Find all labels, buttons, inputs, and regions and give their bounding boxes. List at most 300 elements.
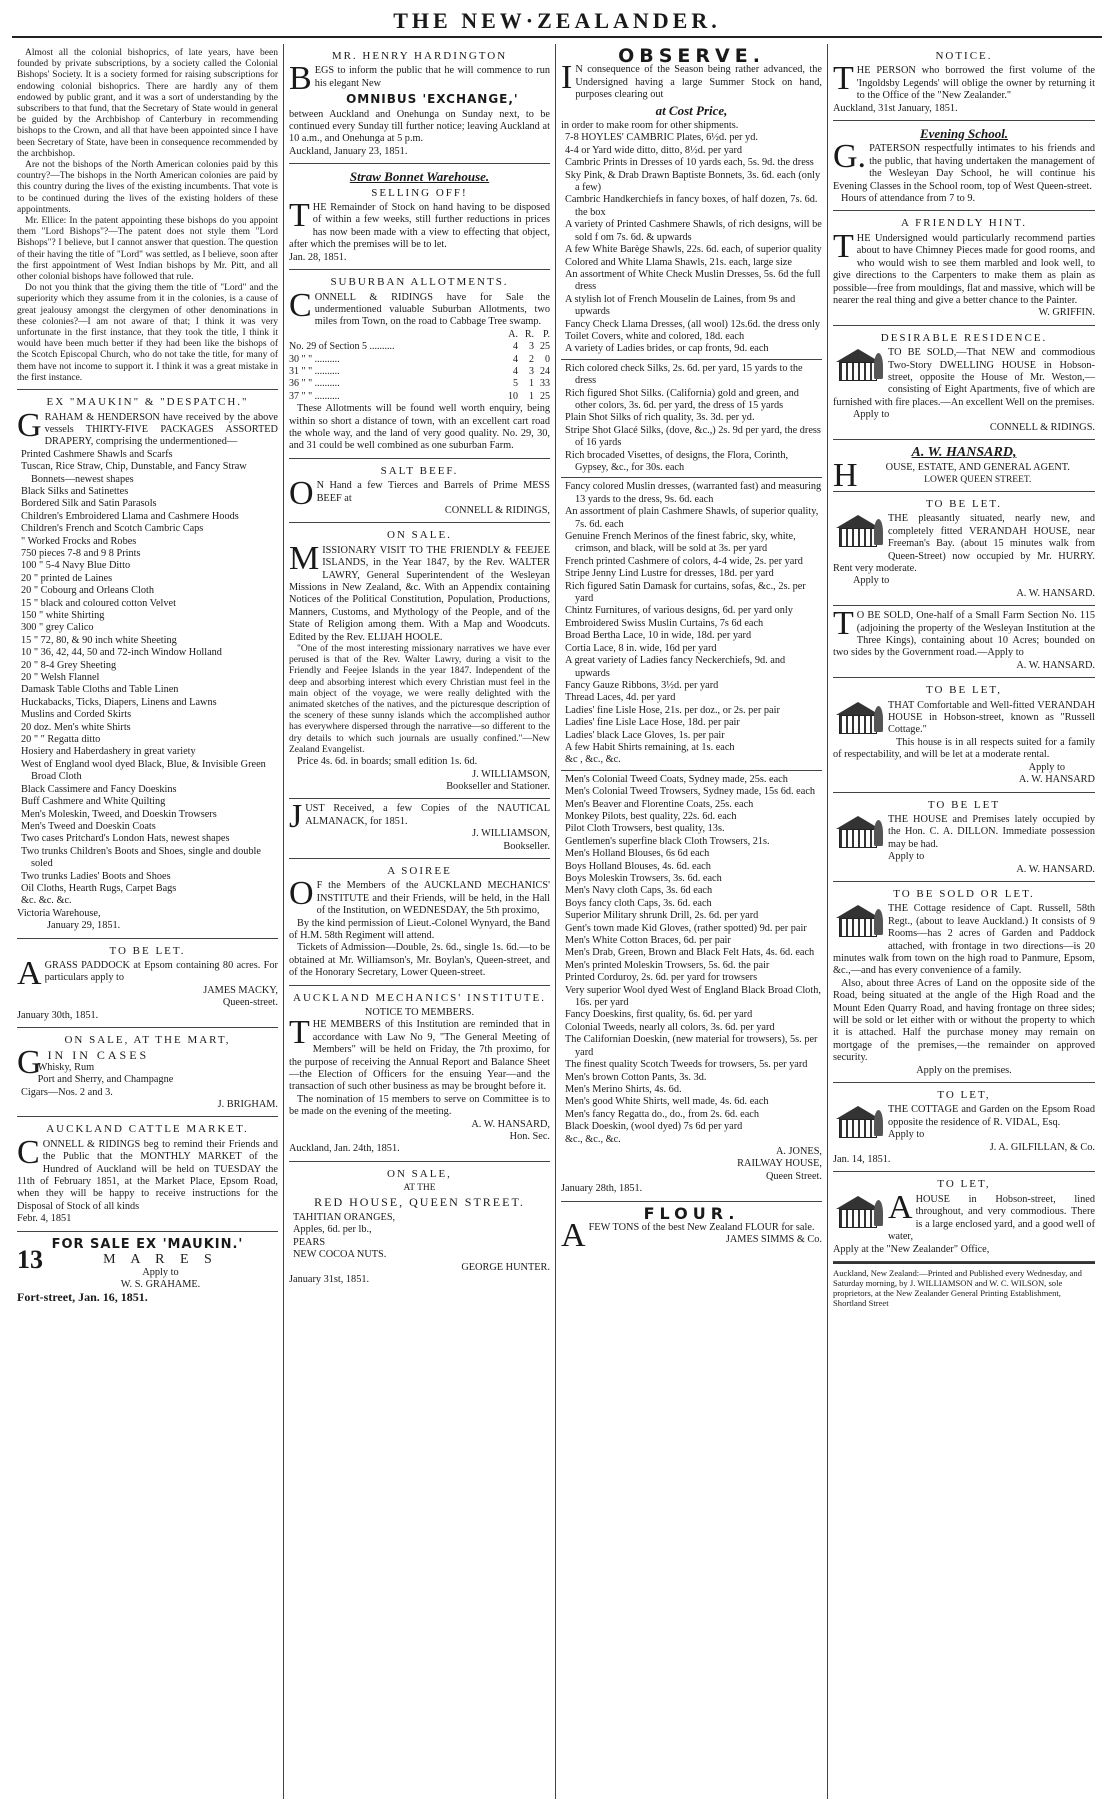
list-item: Tuscan, Rice Straw, Chip, Dunstable, and Fancy Straw Bonnets—newest shapes [21, 461, 247, 485]
suburban-allotments-ad [289, 270, 550, 459]
ad-body: This house is in all respects suited for a family of respectability, and will be let at a moderate rental. [833, 736, 1095, 761]
list-item: " Worked Frocks and Robes [21, 535, 137, 547]
ad-body: The nomination of 15 members to serve on Committee is to be made on the evening of the meeting. [289, 1093, 550, 1118]
ad-body: THE Undersigned would particularly recommend parties about to have Chimney Pieces made for good rooms, and who would wish to see them marbled and look well, to give directions to the Carpenters to make them as plain as possible—free from mouldings, flat and massive, which will be nearer the real thing and give a better chance to the Painter. [833, 227, 1095, 306]
list-item: Children's French and Scotch Cambric Caps [21, 523, 204, 535]
list-item: Damask Table Cloths and Table Linen [21, 684, 179, 696]
house-icon [833, 1106, 883, 1140]
goods-list-1 [561, 132, 822, 355]
ad-body: THE COTTAGE and Garden on the Epsom Road opposite the residence of R. VIDAL, Esq. [888, 1104, 1095, 1128]
table-cell: 25 [540, 390, 550, 402]
list-item: Hosiery and Haberdashery in great variety [21, 746, 196, 758]
list-item: Ladies' fine Lisle Hose, 21s. per doz., or 2s. per pair [565, 704, 780, 716]
ad-heading: TO BE LET [927, 798, 1001, 811]
ad-date: January 31st, 1851. [289, 1273, 370, 1285]
list-item: An assortment of plain Cashmere Shawls, of superior quality, 7s. 6d. each [565, 506, 819, 530]
ad-signature: J. WILLIAMSON, [472, 828, 550, 840]
list-item: Men's fancy Regatta do., do., from 2s. 6d. each [565, 1108, 760, 1120]
ad-heading: NOTICE. [935, 50, 993, 62]
ad-body: CONNELL & RIDINGS beg to remind their Friends and the Public that the MONTHLY MARKET of the Hundred of Auckland will be held on TUESDAY the 11th of February 1851, at the Market Place, Epsom Road, when they will be happy to receive instructions for the Disposal of Stock of all kinds [17, 1133, 278, 1212]
list-item: 20 " " Regatta ditto [21, 734, 101, 746]
list-item: Stripe Jenny Lind Lustre for dresses, 18d. per yard [565, 568, 774, 580]
list-item: NEW COCOA NUTS. [293, 1249, 387, 1261]
drapery-list [17, 449, 278, 908]
list-item: 100 " 5-4 Navy Blue Ditto [21, 560, 131, 572]
ad-body: TO BE SOLD,—That NEW and commodious Two-Story DWELLING HOUSE in Hobson-street, opposite the House of Mr. Weston,—consisting of Eight Apartments, five of which are furnished with fire places.—An excellent Well on the premises. [833, 347, 1095, 408]
ad-heading: FLOUR. [643, 1203, 740, 1223]
omnibus-title: OMNIBUS 'EXCHANGE,' [346, 92, 519, 107]
list-item: &c., &c., &c. [565, 1133, 621, 1145]
ad-apply: Apply at the "New Zealander" Office, [833, 1243, 990, 1255]
list-item: Cigars—Nos. 2 and 3. [21, 1086, 113, 1098]
table-cell: 4 [513, 341, 518, 353]
ad-heading: ON SALE, [387, 1167, 452, 1180]
ad-signature: JAMES SIMMS & Co. [725, 1234, 822, 1246]
table-row [289, 391, 550, 403]
list-item: Colored and White Llama Shawls, 21s. each, large size [565, 256, 792, 268]
hobson-house-ad [833, 1172, 1095, 1261]
list-item: Children's Embroidered Llama and Cashmere Hoods [21, 510, 239, 522]
ad-heading: DESIRABLE RESIDENCE. [880, 331, 1048, 344]
russell-cottage-ad [833, 678, 1095, 792]
ad-heading: OBSERVE. [618, 45, 765, 67]
list-item: Port and Sherry, and Champagne [37, 1074, 174, 1086]
list-item: Embroidered Swiss Muslin Curtains, 7s 6d each [565, 617, 764, 629]
list-item: Boys Holland Blouses, 4s. 6d. each [565, 860, 711, 872]
ad-heading: Straw Bonnet Warehouse. [349, 169, 490, 185]
list-item: Men's White Cotton Braces, 6d. per pair [565, 935, 731, 947]
maukin-drapery-ad [17, 390, 278, 938]
list-item: 20 " Welsh Flannel [21, 672, 100, 684]
divider [561, 770, 822, 771]
ad-address: Queen Street. [765, 1170, 822, 1182]
ad-date: January 29, 1851. [47, 920, 121, 932]
ad-signature: A. W. HANSARD. [1016, 587, 1095, 599]
list-item: A variety of Printed Cashmere Shawls, of rich designs, will be sold f om 7s. 6d. & upwards [565, 219, 822, 243]
ad-heading: FOR SALE EX 'MAUKIN.' [51, 1236, 244, 1252]
ad-date: January 28th, 1851. [561, 1183, 643, 1195]
list-item: 7-8 HOYLES' CAMBRIC Plates, 6½d. per yd. [565, 132, 758, 144]
list-item: Whisky, Rum [37, 1061, 95, 1073]
ad-signature: JAMES MACKY, [203, 984, 278, 996]
list-item: Genuine French Merinos of the finest fabric, sky, white, crimson, and black, will be sold at 3s. per yard [565, 531, 796, 555]
list-item: Men's Moleskin, Tweed, and Doeskin Trowsers [21, 808, 217, 820]
nautical-almanack-ad [289, 799, 550, 859]
ad-date: Febr. 4, 1851 [17, 1213, 72, 1225]
table-cell: 37 " " .......... [289, 390, 340, 402]
article-paragraph: Do not you think that the giving them the title of "Lord" and the superiority which they assume from it in the colonies, is a cause of great jealousy amongst the clergymen of other denominations in these colonies?—I am not aware of that; I think it was very unfortunate in the first instance, that they took the title, I think it would have been much better if they had been like the bishops of the Scotch Episcopal Church, who do not take the title, for many of them have not income to support it. I think it was a great mistake in the first instance. [17, 283, 278, 383]
ad-heading: TO LET, [937, 1178, 991, 1191]
list-item: A few White Barège Shawls, 22s. 6d. each, of superior quality [565, 244, 822, 256]
ad-heading: A SOIREE [387, 864, 452, 877]
table-row [289, 366, 550, 378]
list-item: Men's good White Shirts, well made, 4s. 6d. each [565, 1096, 769, 1108]
list-item: 4-4 or Yard wide ditto, ditto, 8½d. per yard [565, 144, 743, 156]
list-item: Fancy Gauze Ribbons, 3½d. per yard [565, 679, 719, 691]
ad-body: ON Hand a few Tierces and Barrels of Prime MESS BEEF at [289, 475, 550, 513]
column-2 [284, 44, 556, 1799]
list-item: Men's Colonial Tweed Coats, Sydney made, 25s. each [565, 773, 788, 785]
ad-body: By the kind permission of Lieut.-Colonel Wynyard, the Band of H.M. 58th Regiment will attend. [289, 917, 550, 941]
ad-body: THE MEMBERS of this Institution are reminded that in accordance with Law No 9, "The General Meeting of Members" will be held on Friday, the 7th proximo, for the purpose of receiving the Annual Report and Balance Sheet—the Election of Officers for the ensuing Year—and the transaction of such other business as may be brought before it. [289, 1014, 550, 1093]
list-item: Printed Corduroy, 2s. 6d. per yard for trowsers [565, 972, 758, 984]
table-cell: 25 [540, 341, 550, 353]
list-item: Men's Colonial Tweed Trowsers, Sydney made, 15s 6d. each [565, 786, 816, 798]
list-item: The Californian Doeskin, (new material for trowsers), 5s. per yard [565, 1034, 818, 1058]
hansard-agent-ad [833, 440, 1095, 495]
list-item: Ladies' fine Lisle Lace Hose, 18d. per pair [565, 717, 740, 729]
ad-body: GRAHAM & HENDERSON have received by the above vessels THIRTY-FIVE PACKAGES ASSORTED DRAPERY, comprising the undermentioned— [17, 406, 278, 448]
list-item: Fancy Doeskins, first quality, 6s. 6d. per yard [565, 1009, 753, 1021]
ad-signature: W. GRIFFIN. [1038, 307, 1095, 319]
ad-body: THE pleasantly situated, nearly new, and completely fitted VERANDAH HOUSE, near Freeman's Bay. (about 15 minutes walk from Queen-Street) now occupied by Mr. HURRY. Rent very moderate. [833, 513, 1095, 575]
list-item: An assortment of White Check Muslin Dresses, 5s. 6d the full dress [565, 268, 821, 293]
table-row [289, 341, 550, 353]
list-item: Men's printed Moleskin Trowsers, 5s. 6d. the pair [565, 959, 770, 971]
ad-place: Victoria Warehouse, [17, 907, 101, 919]
ad-heading: SALT BEEF. [380, 464, 459, 477]
friendly-hint-ad [833, 211, 1095, 325]
red-house-list [289, 1212, 550, 1262]
table-cell: 0 [545, 353, 550, 365]
list-item: Bordered Silk and Satin Parasols [21, 498, 157, 510]
ad-heading: TO BE SOLD OR LET. [893, 887, 1035, 900]
goods-list-2 [561, 363, 822, 475]
ad-subheading: GIN IN CASES [17, 1044, 150, 1082]
ad-heading: Evening School. [919, 126, 1009, 142]
ad-body: THE PERSON who borrowed the first volume of the 'Ingoldsby Legends' will oblige the owner by returning it to the Office of the "New Zealander." [833, 60, 1095, 102]
ad-apply: Apply to [888, 1129, 925, 1141]
list-item: 750 pieces 7-8 and 9 8 Prints [21, 547, 141, 559]
list-item: The finest quality Scotch Tweeds for trowsers, 5s. per yard [565, 1059, 808, 1071]
table-cell: 24 [540, 365, 550, 377]
ad-signature: J. A. GILFILLAN, & Co. [989, 1141, 1095, 1153]
ad-signature-title: Hon. Sec. [509, 1131, 550, 1143]
ad-signature: GEORGE HUNTER. [461, 1261, 550, 1273]
list-item: Black Doeskin, (wool dyed) 7s 6d per yard [565, 1121, 743, 1133]
list-item: &c , &c., &c. [565, 754, 621, 766]
flour-ad [561, 1202, 822, 1252]
salt-beef-ad [289, 459, 550, 524]
list-item: 15 " black and coloured cotton Velvet [21, 597, 176, 609]
list-item: A stylish lot of French Mouselin de Laines, from 9s and upwards [565, 293, 796, 318]
ad-apply: Apply to [1028, 761, 1065, 773]
ad-body: OF the Members of the AUCKLAND MECHANICS' INSTITUTE and their Friends, will be held, in the Hall of the Institution, on WEDNESDAY, the 5th proximo, [289, 875, 550, 917]
list-item: Men's Navy cloth Caps, 3s. 6d each [565, 885, 713, 897]
list-item: Apples, 6d. per lb., [293, 1224, 372, 1236]
ad-body: Also, about three Acres of Land on the opposite side of the Road, being situated at the angle of the High Road and the Mount Eden Quarry Road, and having frontage on three sides; will be sold or let either with or without the property to which it is attached. Half the purchase money may remain on mortgage of the premises,—the remainder on approved security. [833, 977, 1095, 1064]
ad-address: LOWER QUEEN STREET. [924, 474, 1032, 485]
list-item: A variety of Ladies brides, or cap fronts, 9d. each [565, 343, 769, 355]
table-cell: 1 [529, 390, 534, 402]
goods-list-3 [561, 481, 822, 766]
list-item: Two cases Pritchard's London Hats, newest shapes [21, 833, 230, 845]
soiree-ad [289, 859, 550, 986]
list-item: 20 " Cobourg and Orleans Cloth [21, 585, 154, 597]
ad-signature: A. W. HANSARD, [471, 1118, 550, 1130]
mart-list [17, 1062, 278, 1099]
ad-body: THE HOUSE and Premises lately occupied by the Hon. C. A. DILLON. Immediate possession may be had. [888, 813, 1095, 850]
list-item: Plain Shot Silks of rich quality, 3s. 3d. per yd. [565, 412, 755, 424]
ad-heading: ON SALE. [387, 529, 452, 542]
column-4 [828, 44, 1100, 1799]
ad-signature: A. W. HANSARD. [1016, 659, 1095, 671]
ad-body: AHOUSE in Hobson-street, lined throughout, and very commodious. There is a large enclosed yard, and a good well of water, [888, 1188, 1095, 1243]
ad-heading: AUCKLAND MECHANICS' INSTITUTE. [293, 991, 546, 1004]
list-item: Fancy colored Muslin dresses, (warranted fast) and measuring 13 yards to the dress, 9s. 6d. each [565, 481, 822, 505]
table-row [289, 354, 550, 366]
red-house-ad [289, 1162, 550, 1291]
list-item: Rich brocaded Visettes, of designs, the Flora, Corinth, Gypsey, &c., for 30s. each [565, 449, 789, 473]
ad-heading: SUBURBAN ALLOTMENTS. [330, 276, 509, 289]
list-item: Broad Bertha Lace, 10 in wide, 18d. per yard [565, 630, 752, 642]
table-cell: 31 " " .......... [289, 365, 340, 377]
list-item: Boys fancy cloth Caps, 3s. 6d. each [565, 897, 712, 909]
table-cell: 4 [513, 365, 518, 377]
epsom-cottage-ad [833, 1083, 1095, 1172]
article-paragraph: Mr. Ellice: In the patent appointing these bishops do you appoint them "Lord Bishops"?—The patent does not style them "Lord Bishops"? I believe, but I cannot answer that question. The question of their having the title of "Lord" was settled, as I believe, soon after the first appointment of West Indian bishops by Mr. Pitt, and all other colonial bishops have followed that rule. [17, 216, 278, 283]
ad-heading: MR. HENRY HARDINGTON [331, 50, 508, 62]
ad-body: THAT Comfortable and Well-fitted VERANDAH HOUSE in Hobson-street, known as "Russell Cottage." [888, 699, 1095, 736]
ad-subheading: AT THE [403, 1183, 436, 1194]
list-item: 20 doz. Men's white Shirts [21, 721, 131, 733]
list-item: Superior Military shrunk Drill, 2s. 6d. per yard [565, 910, 759, 922]
ad-body: JUST Received, a few Copies of the NAUTICAL ALMANACK, for 1851. [289, 798, 550, 836]
ad-heading: TO LET, [937, 1089, 991, 1102]
list-item: Boys Moleskin Trowsers, 3s. 6d. each [565, 873, 722, 884]
table-cell: 10 [508, 390, 518, 402]
list-item: Oil Cloths, Hearth Rugs, Carpet Bags [21, 882, 177, 894]
ad-heading: EX "MAUKIN" & "DESPATCH." [46, 396, 249, 409]
mares-ad [17, 1232, 278, 1309]
table-cell: 4 [513, 353, 518, 365]
list-item: Rich colored check Silks, 2s. 6d. per yard, 15 yards to the dress [565, 362, 803, 387]
desirable-residence-ad [833, 326, 1095, 440]
bishops-article [17, 44, 278, 390]
list-item: West of England wool dyed Black, Blue, & Invisible Green Broad Cloth [21, 758, 266, 783]
list-item: Thread Laces, 4d. per yard [565, 692, 676, 704]
goods-list-4 [561, 774, 822, 1146]
list-item: Fancy Check Llama Dresses, (all wool) 12s.6d. the dress only [565, 318, 821, 330]
house-icon [833, 905, 883, 939]
list-item: Men's brown Cotton Pants, 3s. 3d. [565, 1071, 707, 1083]
list-item: Two trunks Ladies' Boots and Shoes [21, 870, 171, 882]
ad-body: Tickets of Admission—Double, 2s. 6d., single 1s. 6d.—to be obtained at Mr. Williamson's, Mr. Boylan's, Queen-street, and of the Honorary Secretary, Lower Queen-street. [289, 942, 550, 979]
table-cell: 2 [529, 353, 534, 365]
house-icon [833, 349, 883, 383]
house-icon [833, 515, 883, 549]
list-item: Cambric Handkerchiefs in fancy boxes, of half dozen, 7s. 6d. the box [565, 194, 818, 218]
cost-price: at Cost Price, [655, 102, 728, 118]
cottage-sale-ad [833, 882, 1095, 1083]
list-item: &c. &c. &c. [21, 895, 72, 907]
list-item: Men's Tweed and Doeskin Coats [21, 820, 156, 832]
list-item: Huckabacks, Ticks, Diapers, Linens and Lawns [21, 696, 217, 708]
list-item: Printed Cashmere Shawls and Scarfs [21, 448, 173, 460]
ad-body: THE Cottage residence of Capt. Russell, 58th Regt., (about to leave Auckland.) It consists of 9 Rooms—has 2 acres of Garden and Paddock attached, with frontage in two directions—is 20 minutes walk from town on the high road to Panmure, Epsom, &c.,—and has every convenience of a family. [833, 903, 1095, 977]
list-item: Colonial Tweeds, nearly all colors, 3s. 6d. per yard [565, 1021, 775, 1033]
list-item: 150 " white Shirting [21, 610, 105, 621]
article-paragraph: Almost all the colonial bishoprics, of late years, have been founded by private subscriptions, by a society called the Colonial Bishops' Society. It is a society formed for raising subscriptions for endowing colonial bishoprics. There are hardly any of them endowed by public grant, and it was a sort of understanding by the subscribers to that fund, that the Secretary of State would in general be guided by the Archbishop of Canterbury in recommending bishops to the Crown, and all that have been appointed since I have been Secretary of State, have been in consequence recommended by the archbishop. [17, 48, 278, 159]
ad-heading: A. W. HANSARD, [911, 444, 1017, 460]
ad-signature: A. W. HANSARD. [1016, 863, 1095, 875]
ad-heading: TO BE LET. [109, 944, 186, 957]
evening-school-ad [833, 121, 1095, 211]
ad-date: Auckland, 31st January, 1851. [833, 102, 958, 114]
house-icon [833, 816, 883, 850]
list-item: Chintz Furnitures, of various designs, 6d. per yard only [565, 605, 793, 617]
list-item: Gentlemen's superfine black Cloth Trowsers, 21s. [565, 835, 770, 847]
masthead: THE NEW·ZEALANDER. [12, 6, 1102, 38]
list-item: Sky Pink, & Drab Drawn Baptiste Bonnets, 3s. 6d. each (only a few) [565, 169, 821, 194]
list-item: Black Cassimere and Fancy Doeskins [21, 783, 177, 795]
ad-signature: A. JONES, [775, 1145, 822, 1157]
house-icon [833, 702, 883, 736]
list-item: French printed Cashmere of colors, 4-4 wide, 2s. per yard [565, 555, 803, 567]
ad-body: AGRASS PADDOCK at Epsom containing 80 acres. For particulars apply to [17, 954, 278, 992]
ad-heading: A FRIENDLY HINT. [901, 217, 1027, 230]
ad-apply: Apply to [888, 851, 925, 863]
observe-ad [561, 44, 822, 1202]
list-item: Cortia Lace, 8 in. wide, 16d per yard [565, 642, 717, 654]
ad-body: MISSIONARY VISIT TO THE FRIENDLY & FEEJEE ISLANDS, in the Year 1847, by the Rev. WALTER LAWRY, General Superintendent of the Wesleyan Missions in New Zealand, &c. With an Appendix containing Notices of the Political Constitution, Population, Productions, Manners, Customs, and Mythology of the People, and of the State of Religion among them. With a Map and Woodcuts. Edited by the Rev. ELIJAH HOOLE. [289, 539, 550, 643]
ad-apply: Apply on the premises. [916, 1064, 1012, 1076]
ad-body: in order to make room for other shipments. [561, 120, 739, 132]
ad-heading: ON SALE, AT THE MART, [64, 1034, 231, 1046]
allotments-table: A. R. P. No. 29 of Section 5 .......... 4 3 25 30 " " .......... 4 2 0 31 " " .......... 4 3 24 36 " " .......... 5 1 33 37 " " .......... 10 1 25 [289, 328, 550, 402]
ad-date: Auckland, January 23, 1851. [289, 145, 408, 157]
ad-subheading: NOTICE TO MEMBERS. [364, 1007, 475, 1018]
notice-ad [833, 44, 1095, 121]
cattle-market-ad [17, 1117, 278, 1231]
house-icon [833, 1196, 883, 1230]
list-item: Gent's town made Kid Gloves, (rather spotted) 9d. per pair [565, 922, 807, 934]
table-row [289, 378, 550, 390]
verandah-house-ad [833, 492, 1095, 606]
ad-date: Fort-street, Jan. 16, 1851. [17, 1290, 148, 1305]
ad-signature: CONNELL & RIDINGS, [444, 505, 550, 516]
table-cell: 33 [540, 378, 550, 390]
ad-place: RED HOUSE, QUEEN STREET. [314, 1195, 525, 1210]
ad-apply: Apply to [853, 575, 890, 587]
list-item: Pilot Cloth Trowsers, best quality, 13s. [565, 823, 725, 835]
list-item: Men's Holland Blouses, 6s 6d each [565, 848, 710, 860]
ad-signature-title: RAILWAY HOUSE, [737, 1158, 822, 1170]
ad-heading: TO BE LET, [925, 684, 1003, 697]
table-cell: 36 " " .......... [289, 378, 340, 390]
list-item: Monkey Pilots, best quality, 22s. 6d. each [565, 810, 737, 822]
ad-body: CONNELL & RIDINGS have for Sale the undermentioned valuable Suburban Allotments, two miles from Town, on the road to Cabbage Tree swamp. [289, 286, 550, 328]
omnibus-ad [289, 44, 550, 164]
missionary-book-ad [289, 523, 550, 799]
article-paragraph: Are not the bishops of the North American colonies paid by this country?—The bishops in the North American colonies are paid by this country during the lives of the existing incumbents. That vote is to be continued during the lives of the existing holders of these appointments. [17, 160, 278, 215]
mares-word: M A R E S [103, 1252, 218, 1268]
ad-body: G.PATERSON respectfully intimates to his friends and the public, that having undertaken the management of the Wesleyan Day School, he will continue his Evening Classes in the School room, top of West Queen-street. [833, 138, 1095, 192]
list-item: Ladies' black Lace Gloves, 1s. per pair [565, 729, 725, 741]
ad-body: between Auckland and Onehunga on Sunday next, to be continued every Sunday till further notice; leaving Auckland at 10 a.m., and Onehunga at 5 p.m. [289, 108, 550, 145]
ad-body: HOUSE, ESTATE, AND GENERAL AGENT. [833, 457, 1070, 495]
ad-hours: Hours of attendance from 7 to 9. [841, 193, 976, 205]
list-item: Rich figured Shot Silks. (California) gold and green, and other colors, 3s. 6d. per yard, the dress of 15 yards [565, 387, 799, 411]
list-item: A great variety of Ladies fancy Neckerchiefs, 9d. and upwards [565, 655, 786, 679]
dillon-house-ad [833, 793, 1095, 882]
mares-count: 13 [17, 1245, 43, 1275]
ad-apply: Apply to [142, 1266, 179, 1278]
ad-body: TO BE SOLD, One-half of a Small Farm Section No. 115 (adjoining the property of the Wesleyan Institution at the Three Kings), containing about 10 Acres; bounded on two sides by the Government road.—Apply to [833, 605, 1095, 659]
list-item: Muslins and Corded Skirts [21, 709, 132, 721]
ad-signature: CONNELL & RIDINGS. [989, 421, 1095, 433]
table-cell: 5 [513, 378, 518, 390]
list-item: 300 " grey Calico [21, 622, 94, 634]
ad-body: IN consequence of the Season being rather advanced, the Undersigned having a large Summer Stock on hand, purposes clearing out [561, 59, 822, 101]
list-item: Cambric Prints in Dresses of 10 yards each, 5s. 9d. the dress [565, 157, 814, 169]
ad-date: Jan. 28, 1851. [289, 251, 347, 263]
list-item: Black Silks and Satinettes [21, 485, 129, 497]
table-cell: No. 29 of Section 5 .......... [289, 341, 395, 353]
table-cell: 1 [529, 378, 534, 390]
mart-ad [17, 1028, 278, 1117]
ad-address: Queen-street. [222, 997, 278, 1009]
list-item: 15 " 72, 80, & 90 inch white Sheeting [21, 634, 177, 646]
mechanics-institute-ad [289, 986, 550, 1162]
list-item: 20 " 8-4 Grey Sheeting [21, 659, 117, 671]
grass-paddock-ad [17, 939, 278, 1028]
columns [12, 44, 1102, 1799]
ad-heading: TO BE LET. [925, 497, 1003, 510]
list-item: Buff Cashmere and White Quilting [21, 796, 166, 808]
imprint: Auckland, New Zealand:—Printed and Published every Wednesday, and Saturday morning, by J. WILLIAMSON and W. C. WILSON, sole proprietors, at the New Zealander General Printing Establishment, Shortland Street [833, 1262, 1095, 1313]
ad-body: THE Remainder of Stock on hand having to be disposed of within a few weeks, still further reductions in prices has now been made with a view to effecting that object, after which the premises will be to let. [289, 197, 550, 251]
ad-date: Auckland, Jan. 24th, 1851. [289, 1143, 400, 1155]
list-item: Stripe Shot Glacé Silks, (dove, &c.,) 2s. 9d per yard, the dress of 16 yards [565, 424, 821, 449]
ad-signature: J. BRIGHAM. [217, 1099, 278, 1111]
list-item: Men's Drab, Green, Brown and Black Felt Hats, 4s. 6d. each [565, 947, 815, 959]
list-item: Men's Beaver and Florentine Coats, 25s. each [565, 798, 754, 810]
ad-date: Jan. 14, 1851. [833, 1154, 891, 1166]
ad-date: January 30th, 1851. [17, 1009, 99, 1021]
ad-heading: AUCKLAND CATTLE MARKET. [46, 1123, 249, 1136]
ad-signature: W. S. GRAHAME. [120, 1278, 201, 1290]
ad-signature-title: Bookseller and Stationer. [446, 780, 550, 792]
ad-signature-title: Bookseller. [503, 840, 550, 852]
table-cell: 3 [529, 365, 534, 377]
ad-signature: A. W. HANSARD [1018, 774, 1095, 786]
table-cell: 3 [529, 341, 534, 353]
divider [561, 359, 822, 360]
ad-subheading: SELLING OFF! [371, 186, 468, 199]
ad-signature: J. WILLIAMSON, [472, 768, 550, 780]
ad-body: BEGS to inform the public that he will commence to run his elegant New [289, 60, 550, 98]
ad-body: AFEW TONS of the best New Zealand FLOUR for sale. [561, 1216, 815, 1254]
ad-quote: "One of the most interesting missionary narratives we have ever perused is that of the Rev. Walter Lawry, during a visit to the Friendly and Feejee Islands in the year 1847. Independent of the deep and absorbing interest which every Christian must feel in the main object of the voyage, we were really delighted with the animated sketches of the natives, and the picturesque description of the scenery of these sunny islands which the accomplished author has everywhere dispersed through the narrative—so different to the dry details to which such journals are usually confined."—New Zealand Evangelist. [289, 644, 550, 755]
list-item: TAHITIAN ORANGES, [293, 1211, 396, 1223]
farm-section-ad [833, 606, 1095, 678]
ad-body: These Allotments will be found well worth enquiry, being within so short a distance of town, with an excellent cart road the whole way, and the land of very good quality. No. 29, 30, and 31 could be well combined as one suburban Farm. [289, 403, 550, 452]
list-item: Two trunks Children's Boots and Shoes, single and double soled [21, 845, 261, 870]
list-item: Toilet Covers, white and colored, 18d. each [565, 330, 745, 342]
list-item: Rich figured Satin Damask for curtains, sofas, &c., 2s. per yard [565, 580, 806, 605]
ad-price: Price 4s. 6d. in boards; small edition 1s. 6d. [297, 756, 478, 768]
table-cell: 30 " " .......... [289, 353, 340, 365]
divider [561, 477, 822, 478]
list-item: 20 " printed de Laines [21, 572, 113, 584]
list-item: Very superior Wool dyed West of England Black Broad Cloth, 16s. per yard [565, 984, 821, 1009]
list-item: A few Habit Shirts remaining, at 1s. each [565, 741, 735, 753]
list-item: 10 " 36, 42, 44, 50 and 72-inch Window Holland [21, 647, 222, 659]
list-item: PEARS [293, 1236, 326, 1248]
straw-bonnet-ad [289, 164, 550, 270]
ad-apply: Apply to [853, 409, 890, 421]
